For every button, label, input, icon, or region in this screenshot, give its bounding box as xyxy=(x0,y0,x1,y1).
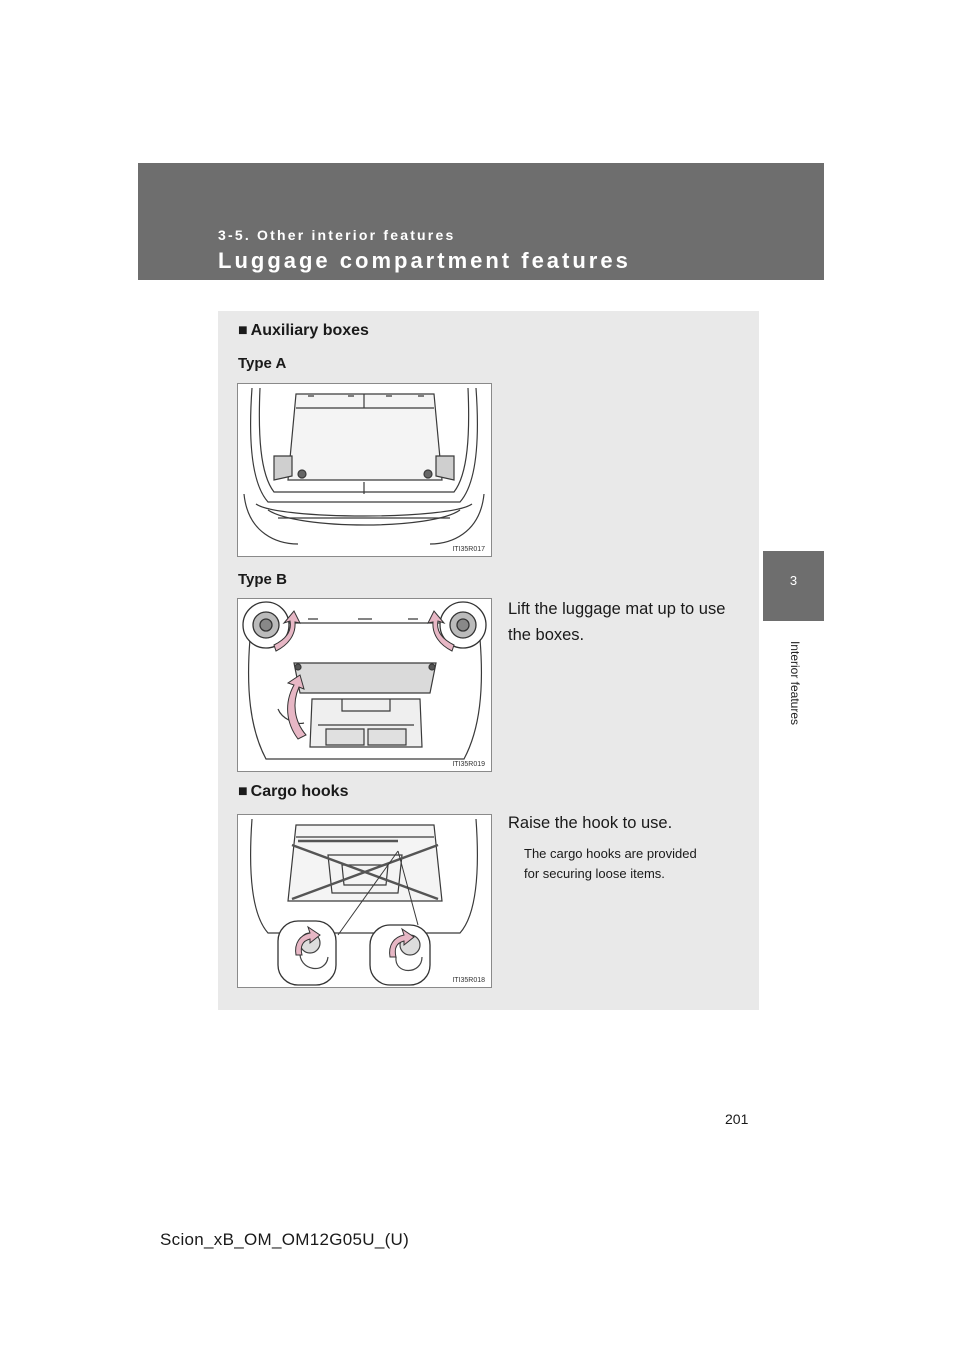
type-b-instruction: Lift the luggage mat up to use the boxes. xyxy=(508,600,726,644)
chapter-tab[interactable] xyxy=(763,551,824,621)
cargo-hooks-instruction: Raise the hook to use. xyxy=(508,814,673,832)
type-a-illustration xyxy=(237,383,492,557)
cargo-hooks-note: The cargo hooks are provided for securing loose items. xyxy=(524,846,697,881)
header-band xyxy=(138,163,824,280)
chapter-number: 3 xyxy=(789,573,798,588)
figure-code: ITI35R017 xyxy=(452,546,485,553)
document-id: Scion_xB_OM_OM12G05U_(U) xyxy=(160,1230,410,1249)
square-bullet-icon: ■ xyxy=(238,783,248,800)
figure-code: ITI35R018 xyxy=(452,977,485,984)
page-number: 201 xyxy=(725,1111,749,1127)
content-panel xyxy=(218,311,759,1010)
trunk-open-icon xyxy=(238,384,491,556)
cargo-hooks-illustration xyxy=(237,814,492,988)
type-b-illustration xyxy=(237,598,492,772)
square-bullet-icon: ■ xyxy=(238,322,248,339)
cargo-hooks-heading: ■ Cargo hooks xyxy=(238,783,349,800)
type-a-label: Type A xyxy=(238,355,287,372)
figure-code: ITI35R019 xyxy=(452,761,485,768)
aux-boxes-heading: ■ Auxiliary boxes xyxy=(238,322,369,339)
chapter-label: Interior features xyxy=(788,640,802,726)
section-label: 3-5. Other interior features xyxy=(218,227,456,243)
luggage-mat-lift-icon xyxy=(238,599,491,771)
page-title: Luggage compartment features xyxy=(218,248,631,273)
type-b-label: Type B xyxy=(238,571,287,588)
cargo-hook-icon xyxy=(238,815,491,987)
